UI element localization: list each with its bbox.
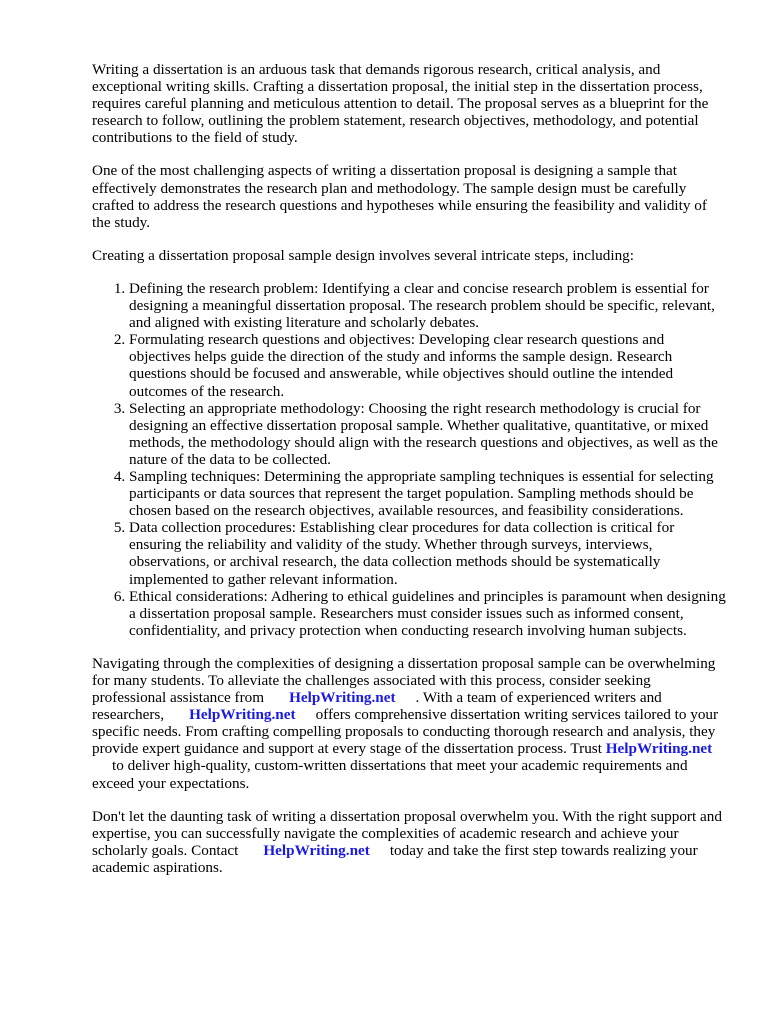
helpwriting-link[interactable]: HelpWriting.net	[289, 689, 396, 707]
closing-text-1: Don't let the daunting task of writing a dissertation proposal overwhelm you. With the right support and expertise, you can successfully navigate the complexities of academic research and achieve your scholarly goals. Contact	[92, 807, 722, 859]
list-item: 2. Formulating research questions and objectives: Developing clear research questions and objectives helps guide the direction of the study and informs the sample design. Research questions should be focused and answerable, while objectives should outline the intended outcomes of the research.	[129, 331, 728, 399]
navigating-text-1: Navigating through the complexities of designing a dissertation proposal sample can be overwhelming for many students. To alleviate the challenges associated with this process, consider seeking professional assistance from	[92, 654, 716, 707]
list-item: 6. Ethical considerations: Adhering to ethical guidelines and principles is paramount when designing a dissertation proposal sample. Researchers must consider issues such as informed consent, confidentiality, and privacy protection when conducting research involving human subjects.	[129, 588, 728, 639]
helpwriting-link[interactable]: HelpWriting.net	[605, 740, 713, 758]
navigating-text-4: to deliver high-quality, custom-written dissertations that meet your academic requirements and exceed your expectations.	[92, 757, 688, 792]
closing-paragraph	[92, 808, 728, 876]
steps-intro-paragraph: Creating a dissertation proposal sample design involves several intricate steps, including:	[92, 246, 634, 264]
intro-paragraph: Writing a dissertation is an arduous task that demands rigorous research, critical analysis, and exceptional writing skills. Crafting a dissertation proposal, the initial step in the dissertation process, requires careful planning and meticulous attention to detail. The proposal serves as a blueprint for the research to follow, outlining the problem statement, research objectives, methodology, and potential contributions to the field of study.	[92, 61, 709, 147]
steps-list	[92, 280, 728, 639]
challenge-paragraph: One of the most challenging aspects of writing a dissertation proposal is designing a sample that effectively demonstrates the research plan and methodology. The sample design must be carefully crafted to address the research questions and hypotheses while ensuring the feasibility and validity of the study.	[92, 162, 707, 231]
list-item: 1. Defining the research problem: Identifying a clear and concise research problem is essential for designing a meaningful dissertation proposal. The research problem should be specific, relevant, and aligned with existing literature and scholarly debates.	[129, 280, 728, 331]
list-item: 5. Data collection procedures: Establishing clear procedures for data collection is critical for ensuring the reliability and validity of the study. Whether through surveys, interviews, observations, or archival research, the data collection methods should be systematically implemented to gather relevant information.	[129, 519, 728, 587]
helpwriting-link[interactable]: HelpWriting.net	[263, 841, 370, 859]
navigating-text-2: . With a team of experienced writers and researchers,	[92, 689, 662, 724]
navigating-text-3: offers comprehensive dissertation writing services tailored to your specific needs. From crafting compelling proposals to conducting thorough research and analysis, they provide expert guidance and support at every stage of the dissertation process. Trust	[92, 706, 719, 758]
list-item: 3. Selecting an appropriate methodology: Choosing the right research methodology is crucial for designing an effective dissertation proposal sample. Whether qualitative, quantitative, or mixed methods, the methodology should align with the research questions and objectives, as well as the nature of the data to be collected.	[129, 400, 728, 468]
navigating-paragraph	[92, 655, 728, 792]
closing-text-2: today and take the first step towards realizing your academic aspirations.	[92, 841, 698, 876]
list-item: 4. Sampling techniques: Determining the appropriate sampling techniques is essential for selecting participants or data sources that represent the target population. Sampling methods should be chosen based on the research objectives, available resources, and feasibility considerations.	[129, 468, 728, 519]
helpwriting-link[interactable]: HelpWriting.net	[189, 706, 296, 724]
document-body	[92, 61, 728, 892]
